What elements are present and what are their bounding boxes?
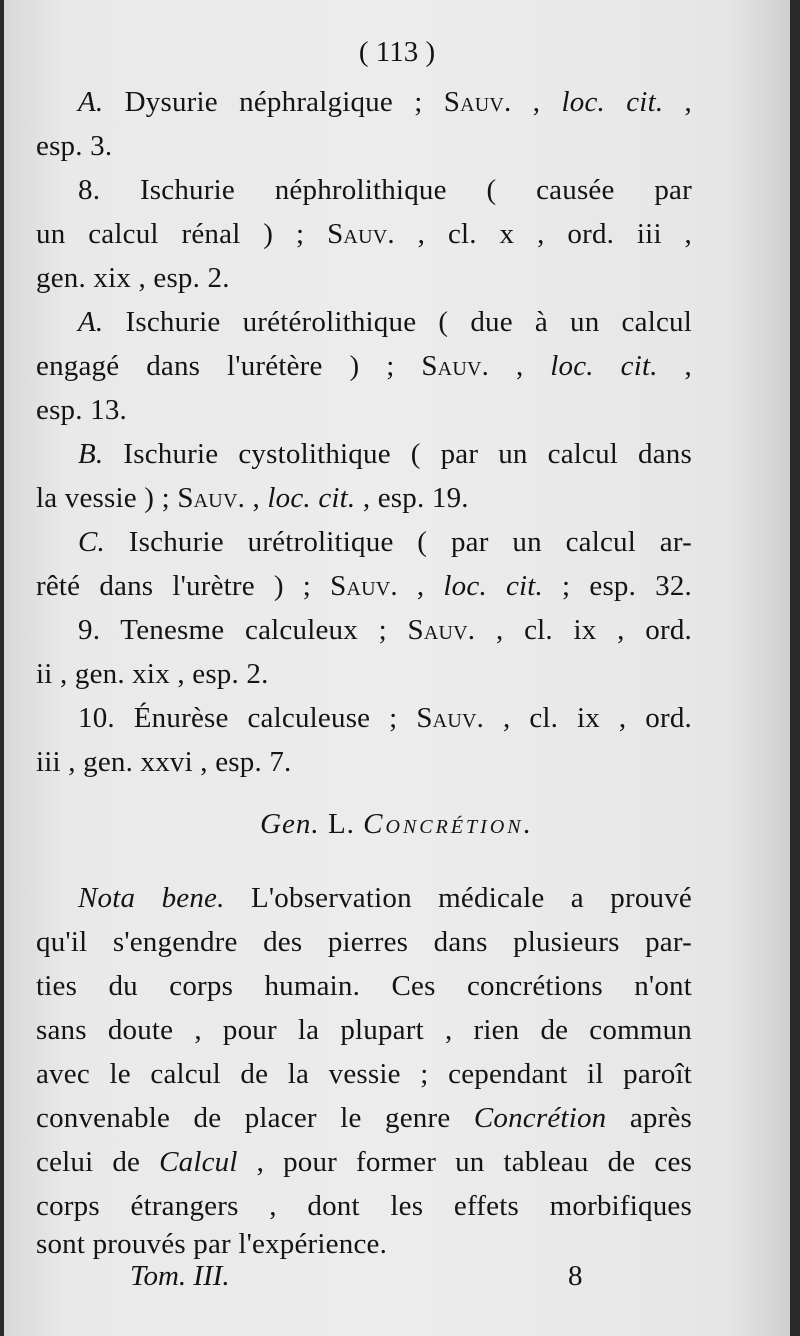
paragraph-line: corps étrangers , dont les effets morbifiques: [36, 1190, 692, 1222]
entry-line: rêté dans l'urètre ) ; Sauv. , loc. cit. ; esp. 32.: [36, 570, 692, 602]
genus-heading: Gen. L. Concrétion.: [260, 808, 534, 840]
entry-line: C. Ischurie urétrolitique ( par un calcul ar-: [78, 526, 692, 558]
entry-line: ii , gen. xix , esp. 2.: [36, 658, 269, 690]
entry-line: esp. 13.: [36, 394, 128, 426]
entry-line: la vessie ) ; Sauv. , loc. cit. , esp. 19.: [36, 482, 469, 514]
paragraph-line: qu'il s'engendre des pierres dans plusieurs par-: [36, 926, 692, 958]
book-page: [4, 0, 790, 1336]
entry-line: A. Ischurie urétérolithique ( due à un calcul: [78, 306, 692, 338]
entry-line: esp. 3.: [36, 130, 113, 162]
page-number: ( 113 ): [358, 36, 436, 68]
entry-line: 9. Tenesme calculeux ; Sauv. , cl. ix , ord.: [78, 614, 692, 646]
gathering-signature: 8: [568, 1260, 583, 1292]
entry-line: engagé dans l'urétère ) ; Sauv. , loc. cit. ,: [36, 350, 692, 382]
entry-line: 8. Ischurie néphrolithique ( causée par: [78, 174, 692, 206]
paragraph-line: convenable de placer le genre Concrétion après: [36, 1102, 693, 1134]
paragraph-line: sans doute , pour la plupart , rien de commun: [36, 1014, 692, 1046]
entry-line: un calcul rénal ) ; Sauv. , cl. x , ord. iii ,: [36, 218, 692, 250]
entry-line: gen. xix , esp. 2.: [36, 262, 230, 294]
entry-line: B. Ischurie cystolithique ( par un calcul dans: [78, 438, 692, 470]
paragraph-line: Nota bene. L'observation médicale a prouvé: [78, 882, 692, 914]
paragraph-line: ties du corps humain. Ces concrétions n'ont: [36, 970, 692, 1002]
entry-line: A. Dysurie néphralgique ; Sauv. , loc. cit. ,: [78, 86, 693, 118]
paragraph-line: sont prouvés par l'expérience.: [36, 1228, 388, 1260]
paragraph-line: avec le calcul de la vessie ; cependant il paroît: [36, 1058, 692, 1090]
paragraph-line: celui de Calcul , pour former un tableau de ces: [36, 1146, 692, 1178]
volume-signature: Tom. III.: [130, 1260, 230, 1292]
entry-line: iii , gen. xxvi , esp. 7.: [36, 746, 292, 778]
entry-line: 10. Énurèse calculeuse ; Sauv. , cl. ix , ord.: [78, 702, 692, 734]
